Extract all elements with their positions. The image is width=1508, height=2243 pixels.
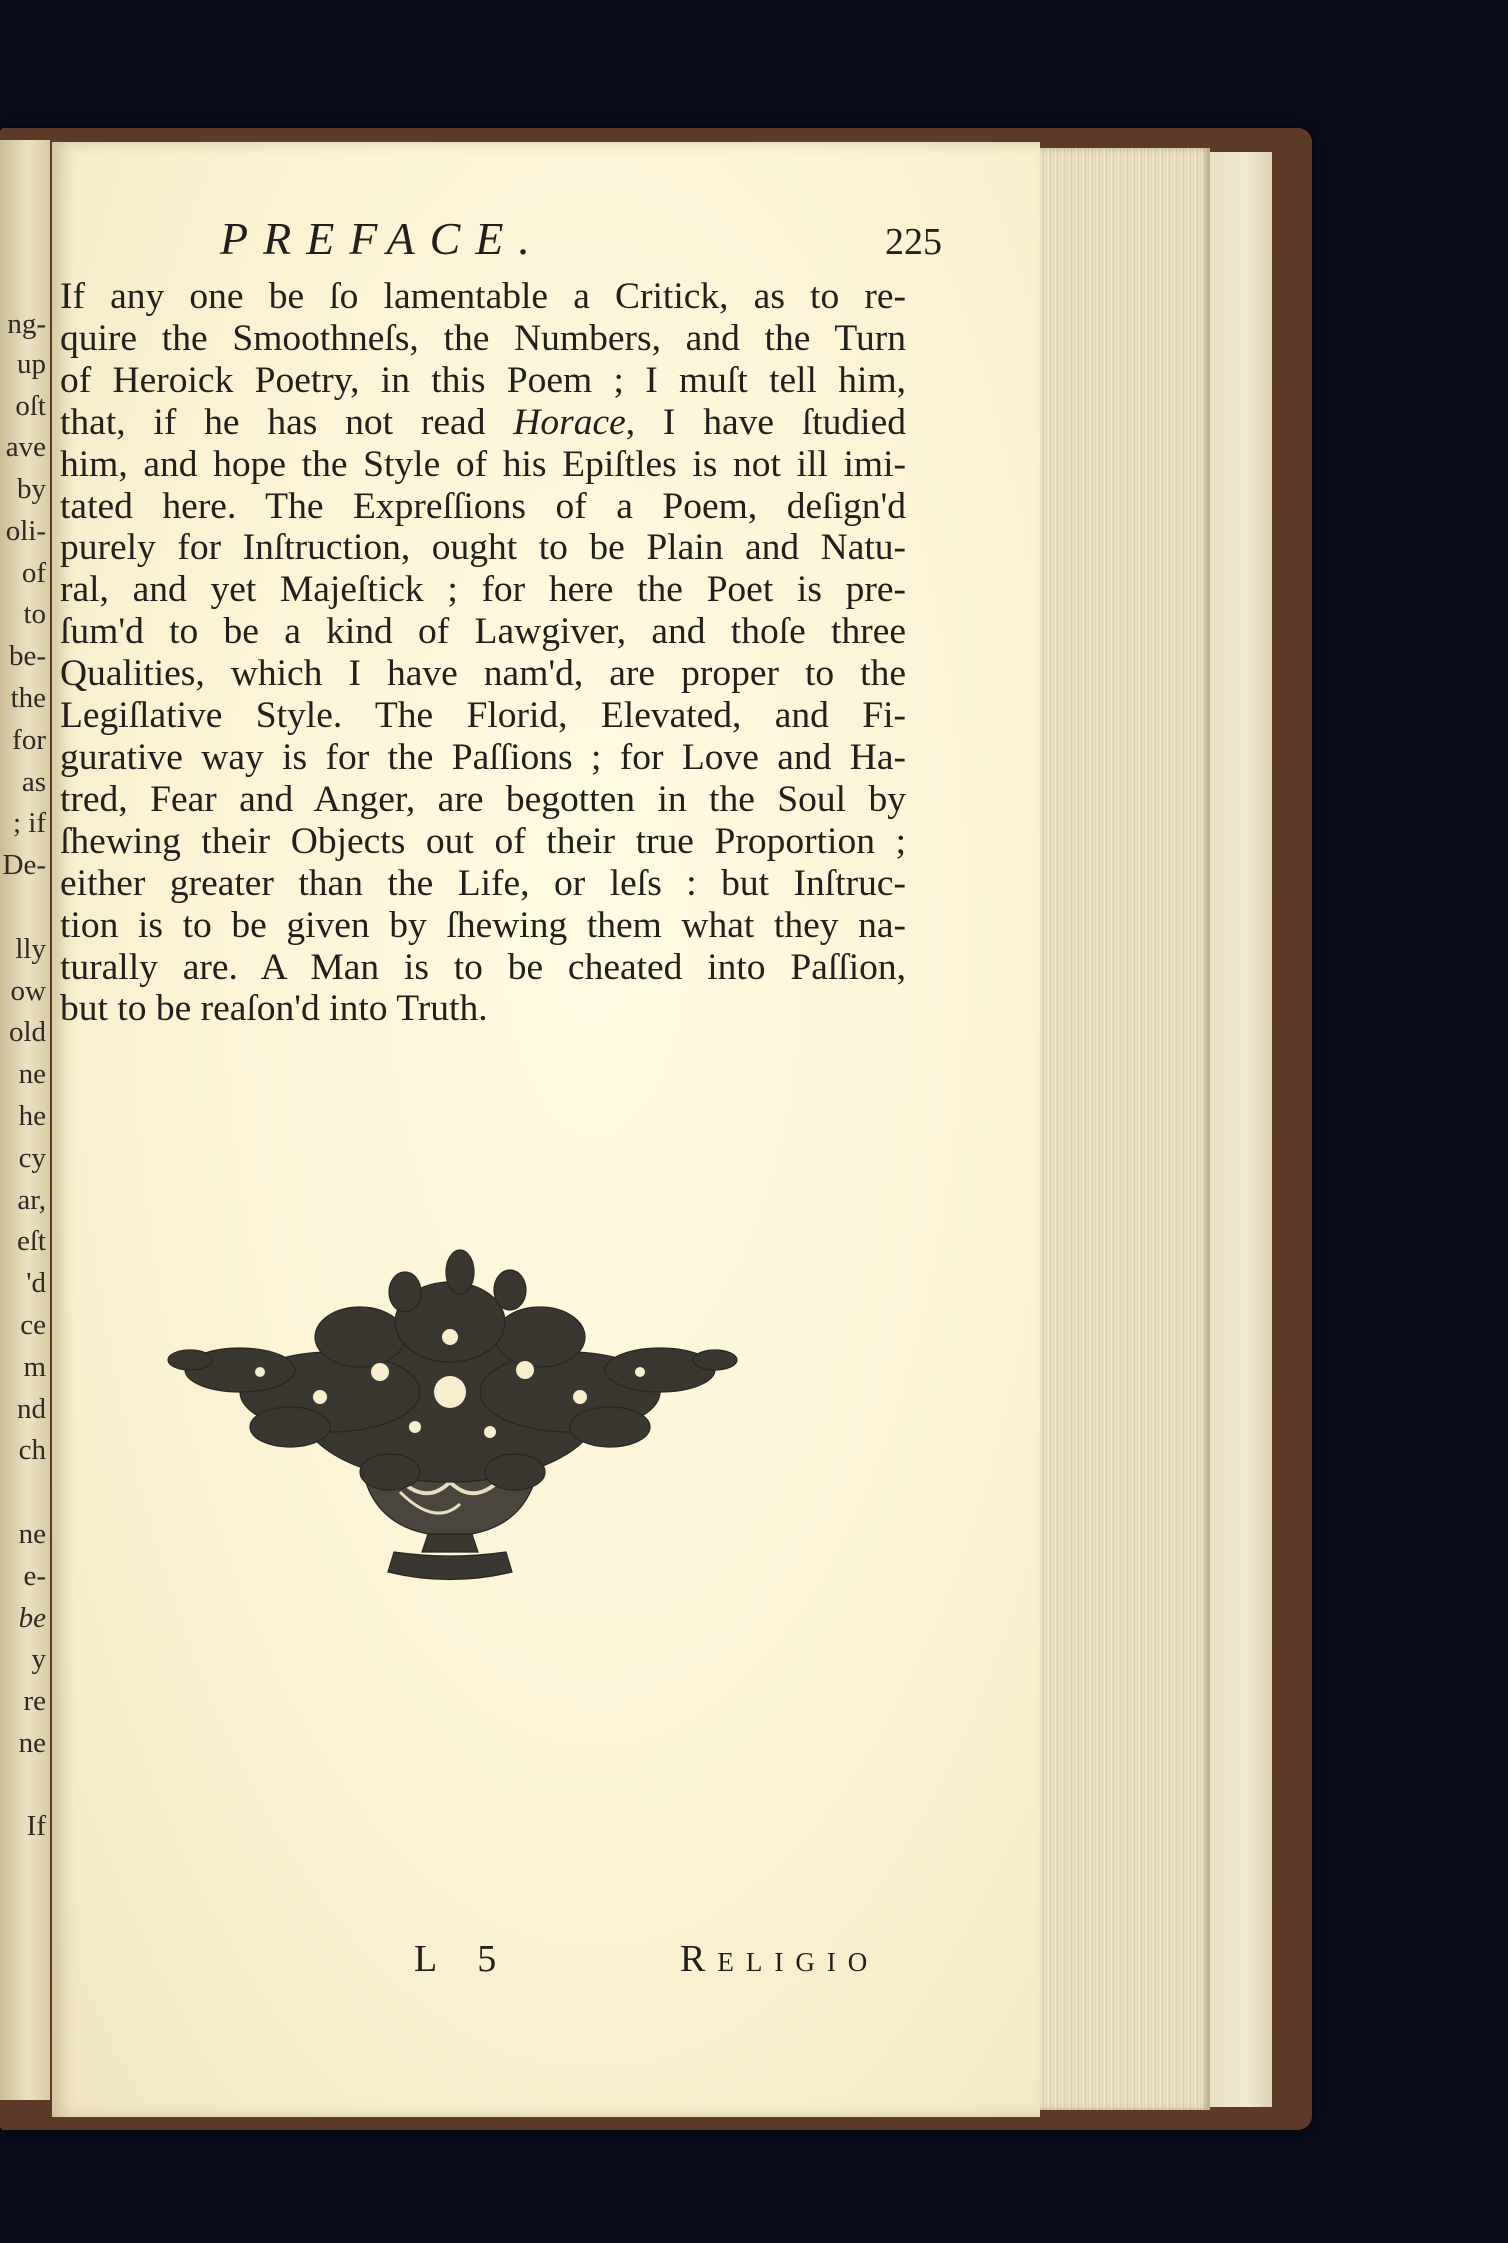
prev-page-fragment: old xyxy=(8,1016,46,1048)
body-text xyxy=(60,276,906,1030)
prev-page-fragment: be xyxy=(18,1602,46,1634)
prev-page-fragment: e- xyxy=(23,1560,46,1592)
prev-page-fragment: ne xyxy=(18,1727,46,1759)
prev-page-fragment: ng- xyxy=(7,308,46,340)
text-line: ral, and yet Majeſtick ; for here the Poet is pre- xyxy=(60,569,906,611)
prev-page-fragment: oli- xyxy=(5,515,46,547)
text-line: Qualities, which I have nam'd, are proper to the xyxy=(60,653,906,695)
page-number: 225 xyxy=(885,221,942,263)
prev-page-fragment: eſt xyxy=(17,1225,46,1257)
text-line: ſum'd to be a kind of Lawgiver, and thoſe three xyxy=(60,611,906,653)
text-line: gurative way is for the Paſſions ; for Love and Ha- xyxy=(60,736,906,778)
prev-page-fragment: lly xyxy=(15,933,46,965)
text-line: Legiſlative Style. The Florid, Elevated, and Fi- xyxy=(60,695,906,737)
text-line: of Heroick Poetry, in this Poem ; I muſt tell him, xyxy=(60,359,906,401)
text-line: ſhewing their Objects out of their true Proportion ; xyxy=(60,820,906,862)
text-line: either greater than the Life, or leſs : but Inſtruc- xyxy=(60,862,906,904)
prev-page-fragment: be- xyxy=(8,640,46,672)
prev-page-fragment: cy xyxy=(18,1142,46,1174)
prev-page-fragment: the xyxy=(10,682,46,714)
text-line xyxy=(60,402,906,444)
text-line: tated here. The Expreſſions of a Poem, deſign'd xyxy=(60,485,906,527)
prev-page-fragment: m xyxy=(23,1351,46,1383)
prev-page-fragment: nd xyxy=(17,1393,46,1425)
prev-page-fragment: ne xyxy=(18,1518,46,1550)
prev-page-fragment: of xyxy=(21,557,46,589)
page-title: PREFACE. xyxy=(220,213,545,264)
prev-page-fragment: as xyxy=(21,766,46,798)
text-line: If any one be ſo lamentable a Critick, as to re- xyxy=(60,276,906,317)
text-line: purely for Inſtruction, ought to be Plain and Natu- xyxy=(60,527,906,569)
prev-page-fragment: ar, xyxy=(17,1184,46,1216)
text-line: him, and hope the Style of his Epiſtles is not ill imi- xyxy=(60,443,906,485)
prev-page-fragment: ne xyxy=(18,1058,46,1090)
prev-page-fragment: to xyxy=(23,598,46,630)
prev-page-fragment: If xyxy=(26,1810,46,1842)
running-head xyxy=(202,212,942,272)
prev-page-fragment: ce xyxy=(20,1309,46,1341)
text-line: tion is to be given by ſhewing them what they na- xyxy=(60,904,906,946)
text-line-end: , I have ſtudied xyxy=(625,401,906,443)
prev-page-fragment: for xyxy=(12,724,46,756)
prev-page-fragment: ch xyxy=(18,1434,46,1466)
prev-page-fragment: oſt xyxy=(15,390,46,422)
signature-mark: L 5 xyxy=(414,1938,513,1980)
prev-page-fragment: ave xyxy=(5,431,46,463)
prev-page-fragment: up xyxy=(17,348,46,380)
text-line: but to be reaſon'd into Truth. xyxy=(60,988,488,1030)
previous-page-edge xyxy=(0,140,50,2100)
prev-page-fragment: ow xyxy=(10,975,46,1007)
prev-page-fragment: ; if xyxy=(12,807,46,839)
flyleaf xyxy=(1210,152,1272,2107)
prev-page-fragment: De- xyxy=(2,849,46,881)
prev-page-fragment: by xyxy=(17,473,46,505)
book-page xyxy=(52,142,1040,2117)
page-footer xyxy=(52,1937,1040,1987)
text-line: quire the Smoothneſs, the Numbers, and the Turn xyxy=(60,317,906,359)
prev-page-fragment: y xyxy=(31,1643,46,1675)
prev-page-fragment: he xyxy=(18,1100,46,1132)
flower-vase-ornament xyxy=(160,1242,772,1592)
prev-page-fragment: 'd xyxy=(26,1267,46,1299)
text-line: tred, Fear and Anger, are begotten in the Soul by xyxy=(60,778,906,820)
catchword: Religio xyxy=(680,1938,880,1980)
prev-page-fragment: re xyxy=(23,1685,46,1717)
italic-name: Horace xyxy=(513,401,626,443)
text-line-start: that, if he has not read xyxy=(60,401,514,443)
page-edges xyxy=(1040,148,1210,2110)
text-line: turally are. A Man is to be cheated into Paſſion, xyxy=(60,946,906,988)
